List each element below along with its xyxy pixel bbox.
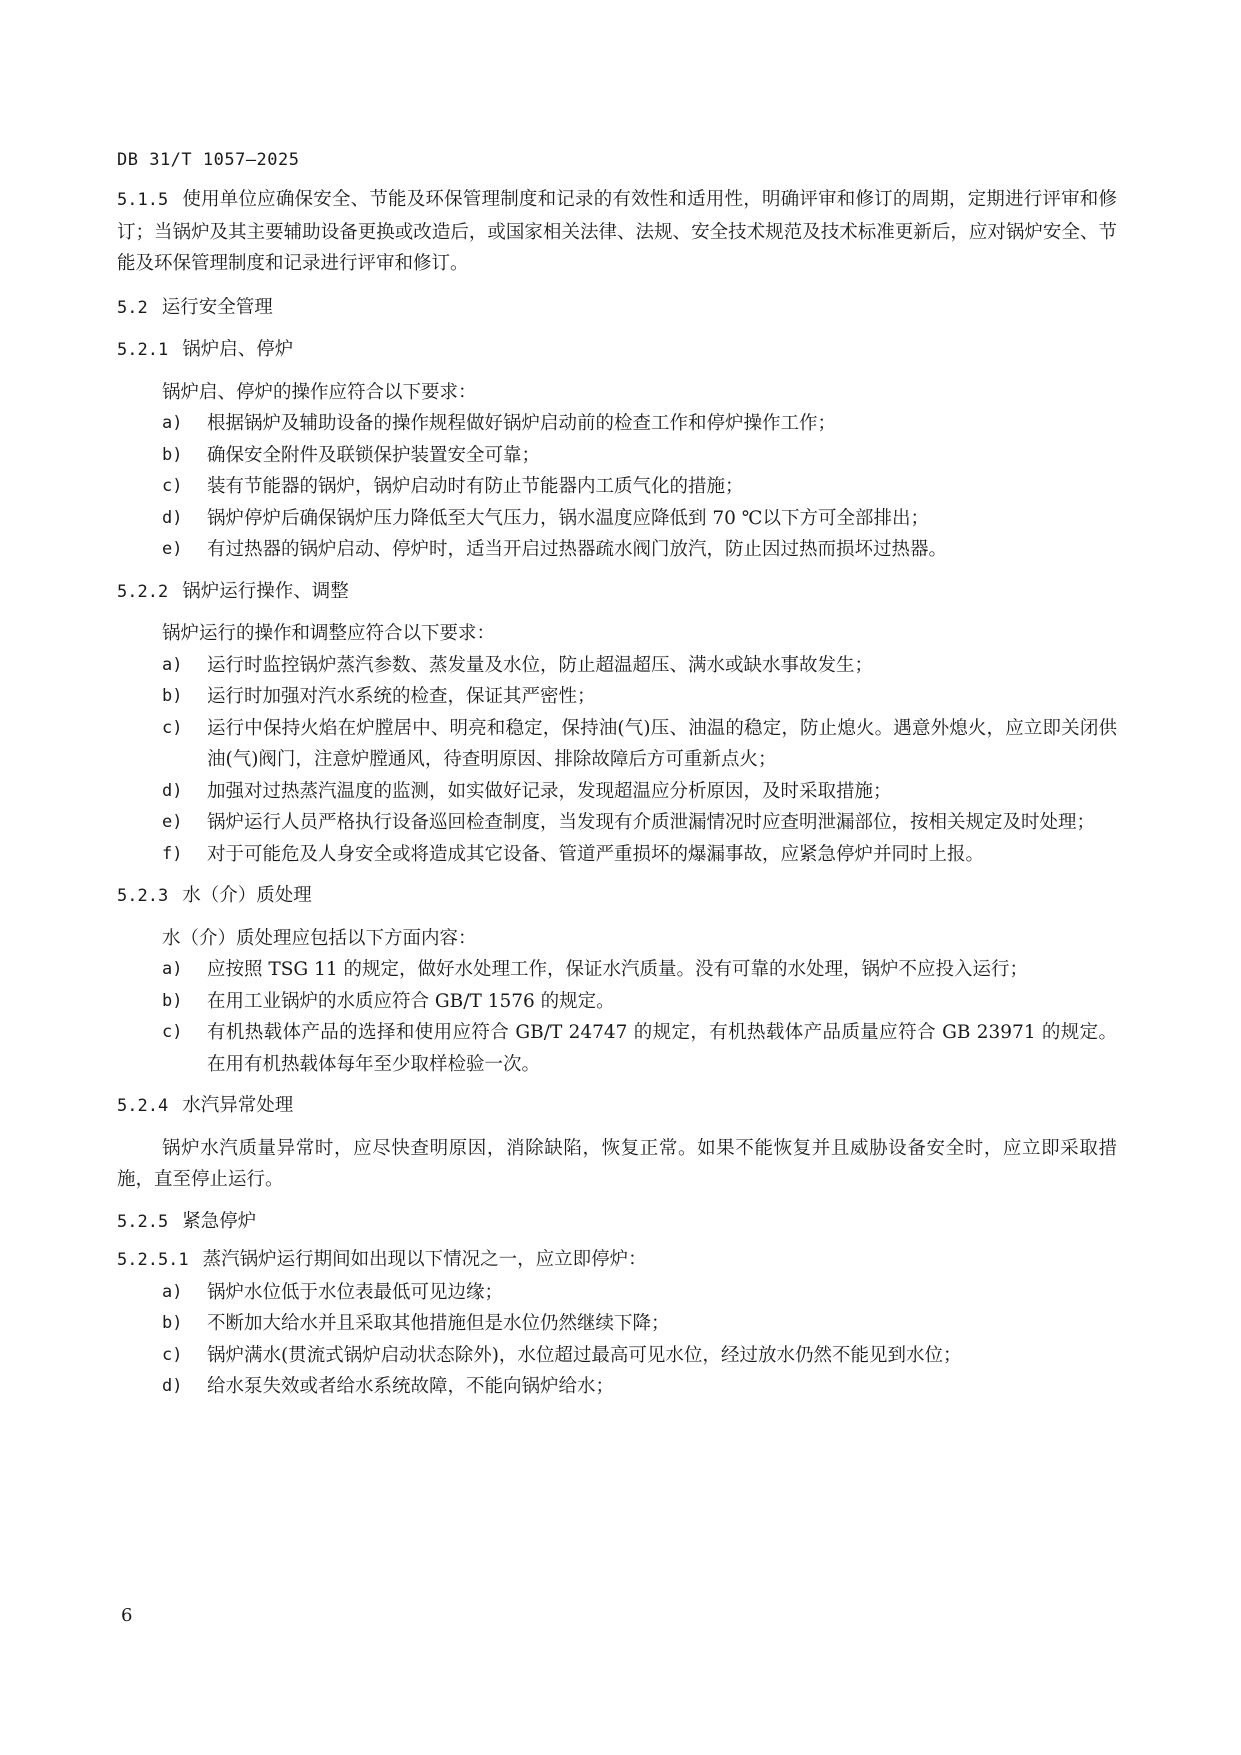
list-marker: c) (162, 1022, 183, 1042)
list-marker: a) (162, 654, 183, 675)
list-item (117, 650, 1117, 682)
clause-text: 蒸汽锅炉运行期间如出现以下情况之一，应立即停炉： (202, 1249, 647, 1270)
list-marker: c) (162, 476, 183, 496)
list-item (117, 776, 1117, 808)
list-item (117, 807, 1117, 839)
list-marker: c) (162, 1344, 183, 1365)
list-item (117, 986, 1117, 1018)
list-item (117, 1017, 1117, 1080)
list-marker: d) (162, 507, 183, 528)
list-item-text: 给水泵失效或者给水系统故障，不能向锅炉给水； (207, 1376, 615, 1397)
list-item (117, 839, 1117, 871)
list-item (117, 681, 1117, 713)
section-title: 锅炉运行操作、调整 (182, 580, 349, 602)
list-item-text: 对于可能危及人身安全或将造成其它设备、管道严重损坏的爆漏事故，应紧急停炉并同时上报。 (207, 843, 985, 865)
section-title: 水汽异常处理 (182, 1095, 294, 1116)
list-marker: b) (162, 1313, 183, 1333)
section-heading-5-2-1 (117, 334, 1117, 367)
list-marker: b) (162, 444, 183, 465)
list-item-text: 不断加大给水并且采取其他措施但是水位仍然继续下降； (207, 1313, 670, 1334)
list-item-text: 应按照 TSG 11 的规定，做好水处理工作，保证水汽质量。没有可靠的水处理，锅炉不应投入运行； (207, 959, 1028, 980)
list-item-text: 有过热器的锅炉启动、停炉时，适当开启过热器疏水阀门放汽，防止因过热而损坏过热器。 (207, 539, 948, 560)
list-item-text: 运行时加强对汽水系统的检查，保证其严密性； (207, 686, 596, 707)
list-marker: b) (162, 990, 183, 1011)
list-intro: 锅炉运行的操作和调整应符合以下要求： (162, 623, 496, 644)
list-item (117, 1308, 1117, 1340)
clause-text: 使用单位应确保安全、节能及环保管理制度和记录的有效性和适用性，明确评审和修订的周期，定期进行评审和修订；当锅炉及其主要辅助设备更换或改造后，或国家相关法律、法规、安全技术规范及技术标准更新后，应对锅炉安全、节能及环保管理制度和记录进行评审和修订。 (117, 189, 1117, 274)
list-item-text: 锅炉运行人员严格执行设备巡回检查制度，当发现有介质泄漏情况时应查明泄漏部位，按相关规定及时处理； (207, 812, 1096, 833)
document-body (117, 189, 1117, 1403)
list-marker: a) (162, 413, 183, 433)
list-marker: b) (162, 686, 183, 706)
clause-5-1-5 (117, 184, 1117, 280)
list-intro: 锅炉启、停炉的操作应符合以下要求： (162, 381, 477, 403)
list-item-text: 确保安全附件及联锁保护装置安全可靠； (207, 444, 541, 466)
document-code: DB 31/T 1057—2025 (117, 150, 300, 170)
section-title: 紧急停炉 (182, 1210, 257, 1232)
list-item-text: 根据锅炉及辅助设备的操作规程做好锅炉启动前的检查工作和停炉操作工作； (207, 413, 837, 434)
section-number: 5.2.2 (117, 581, 169, 602)
section-title: 锅炉启、停炉 (182, 339, 294, 360)
list-marker: e) (162, 812, 183, 832)
requirements-list-5-2-5-1 (117, 1277, 1117, 1403)
list-item-text: 运行时监控锅炉蒸汽参数、蒸发量及水位，防止超温超压、满水或缺水事故发生； (207, 654, 874, 676)
section-body-5-2-4: 锅炉水汽质量异常时，应尽快查明原因，消除缺陷，恢复正常。如果不能恢复并且威胁设备安全时，应立即采取措施，直至停止运行。 (117, 1137, 1117, 1190)
list-intro: 水（介）质处理应包括以下方面内容： (162, 927, 477, 949)
page-number: 6 (121, 1605, 133, 1626)
list-marker: a) (162, 959, 183, 979)
list-item (117, 440, 1117, 472)
list-item (117, 1340, 1117, 1372)
list-item (117, 408, 1117, 440)
section-heading-5-2-5 (117, 1206, 1117, 1239)
list-item-text: 有机热载体产品的选择和使用应符合 GB/T 24747 的规定，有机热载体产品质量应符合 GB 23971 的规定。在用有机热载体每年至少取样检验一次。 (207, 1022, 1117, 1075)
list-marker: a) (162, 1281, 183, 1302)
requirements-list-5-2-3 (117, 954, 1117, 1080)
requirements-list-5-2-2 (117, 650, 1117, 871)
list-item (117, 1371, 1117, 1403)
list-marker: e) (162, 539, 183, 559)
clause-5-2-5-1 (117, 1244, 1117, 1277)
list-item (117, 713, 1117, 776)
section-heading-5-2 (117, 292, 1117, 325)
list-item (117, 1277, 1117, 1309)
section-heading-5-2-3 (117, 880, 1117, 913)
list-item (117, 503, 1117, 535)
section-title: 运行安全管理 (161, 296, 273, 318)
list-item-text: 锅炉停炉后确保锅炉压力降低至大气压力，锅水温度应降低到 70 ℃以下方可全部排出； (207, 507, 930, 529)
list-item (117, 534, 1117, 566)
list-item-text: 在用工业锅炉的水质应符合 GB/T 1576 的规定。 (207, 990, 615, 1012)
list-marker: d) (162, 780, 183, 801)
list-item-text: 运行中保持火焰在炉膛居中、明亮和稳定，保持油(气)压、油温的稳定，防止熄火。遇意外熄火，应立即关闭供油(气)阀门，注意炉膛通风，待查明原因、排除故障后方可重新点火； (207, 717, 1117, 770)
list-marker: d) (162, 1376, 183, 1396)
list-marker: c) (162, 717, 183, 738)
list-item (117, 954, 1117, 986)
section-number: 5.2.1 (117, 340, 169, 360)
list-item (117, 471, 1117, 503)
section-number: 5.2.5 (117, 1211, 169, 1232)
list-item-text: 加强对过热蒸汽温度的监测，如实做好记录，发现超温应分析原因，及时采取措施； (207, 780, 892, 802)
clause-number: 5.2.5.1 (117, 1250, 189, 1270)
list-item-text: 装有节能器的锅炉，锅炉启动时有防止节能器内工质气化的措施； (207, 476, 744, 497)
list-item-text: 锅炉水位低于水位表最低可见边缘； (207, 1281, 504, 1303)
section-title: 水（介）质处理 (182, 885, 312, 906)
requirements-list-5-2-1 (117, 408, 1117, 566)
list-item-text: 锅炉满水(贯流式锅炉启动状态除外)，水位超过最高可见水位，经过放水仍然不能见到水位； (207, 1344, 962, 1366)
list-marker: f) (162, 843, 183, 864)
section-number: 5.2.4 (117, 1096, 169, 1116)
section-heading-5-2-4 (117, 1090, 1117, 1123)
section-number: 5.2.3 (117, 886, 169, 906)
section-heading-5-2-2 (117, 576, 1117, 609)
section-number: 5.2 (117, 297, 148, 318)
clause-number: 5.1.5 (117, 190, 169, 210)
